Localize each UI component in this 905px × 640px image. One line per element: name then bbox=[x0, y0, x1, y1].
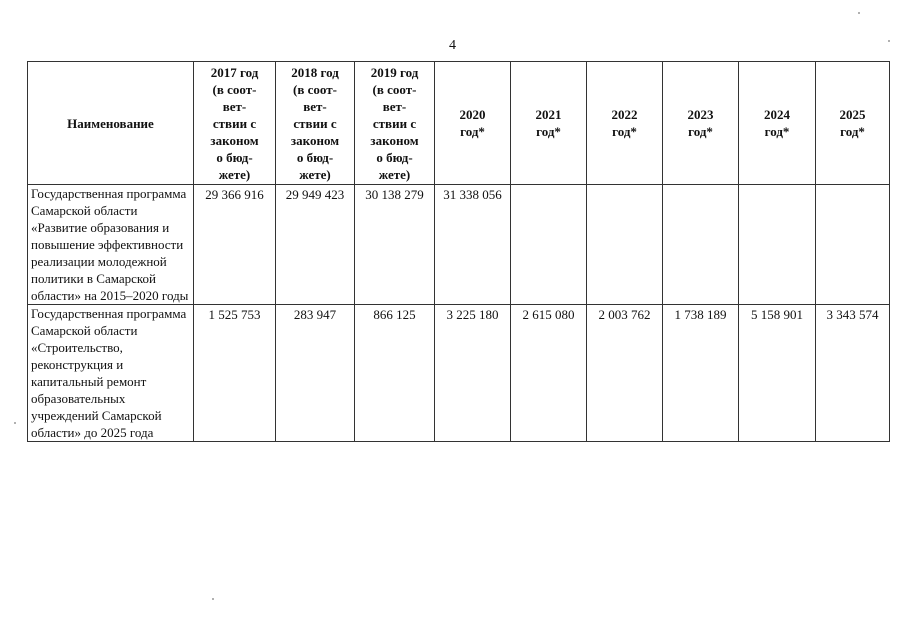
header-name: Наименование bbox=[28, 62, 194, 185]
row-name: Государственная программа Самарской области «Строительство, реконструкция и капитальный ремонт образовательных учреждений Самарской области» до 2025 года bbox=[28, 305, 194, 442]
cell-2018: 29 949 423 bbox=[276, 185, 355, 305]
cell-2025 bbox=[816, 185, 890, 305]
scan-speck bbox=[888, 40, 890, 42]
cell-2022: 2 003 762 bbox=[587, 305, 663, 442]
page-number: 4 bbox=[449, 38, 456, 53]
header-2019: 2019 год (в соот- вет- ствии с законом о бюд- жете) bbox=[355, 62, 435, 185]
table-row bbox=[28, 305, 890, 442]
cell-2022 bbox=[587, 185, 663, 305]
table-header-row bbox=[28, 62, 890, 185]
cell-2024 bbox=[739, 185, 816, 305]
row-name: Государственная программа Самарской области «Развитие образования и повышение эффективности реализации молодежной политики в Самарской области» на 2015–2020 годы bbox=[28, 185, 194, 305]
header-2021: 2021 год* bbox=[511, 62, 587, 185]
cell-2017: 1 525 753 bbox=[194, 305, 276, 442]
cell-2023: 1 738 189 bbox=[663, 305, 739, 442]
cell-2024: 5 158 901 bbox=[739, 305, 816, 442]
header-2023: 2023 год* bbox=[663, 62, 739, 185]
header-2017: 2017 год (в соот- вет- ствии с законом о бюд- жете) bbox=[194, 62, 276, 185]
cell-2019: 866 125 bbox=[355, 305, 435, 442]
header-2022: 2022 год* bbox=[587, 62, 663, 185]
header-2020: 2020 год* bbox=[435, 62, 511, 185]
header-2025: 2025 год* bbox=[816, 62, 890, 185]
scan-speck bbox=[858, 12, 860, 14]
header-2018: 2018 год (в соот- вет- ствии с законом о бюд- жете) bbox=[276, 62, 355, 185]
cell-2021: 2 615 080 bbox=[511, 305, 587, 442]
cell-2023 bbox=[663, 185, 739, 305]
cell-2020: 3 225 180 bbox=[435, 305, 511, 442]
header-2024: 2024 год* bbox=[739, 62, 816, 185]
table-row bbox=[28, 185, 890, 305]
cell-2018: 283 947 bbox=[276, 305, 355, 442]
cell-2019: 30 138 279 bbox=[355, 185, 435, 305]
budget-table bbox=[27, 61, 890, 442]
scan-speck bbox=[212, 598, 214, 600]
cell-2021 bbox=[511, 185, 587, 305]
cell-2017: 29 366 916 bbox=[194, 185, 276, 305]
cell-2025: 3 343 574 bbox=[816, 305, 890, 442]
cell-2020: 31 338 056 bbox=[435, 185, 511, 305]
scan-speck bbox=[14, 422, 16, 424]
